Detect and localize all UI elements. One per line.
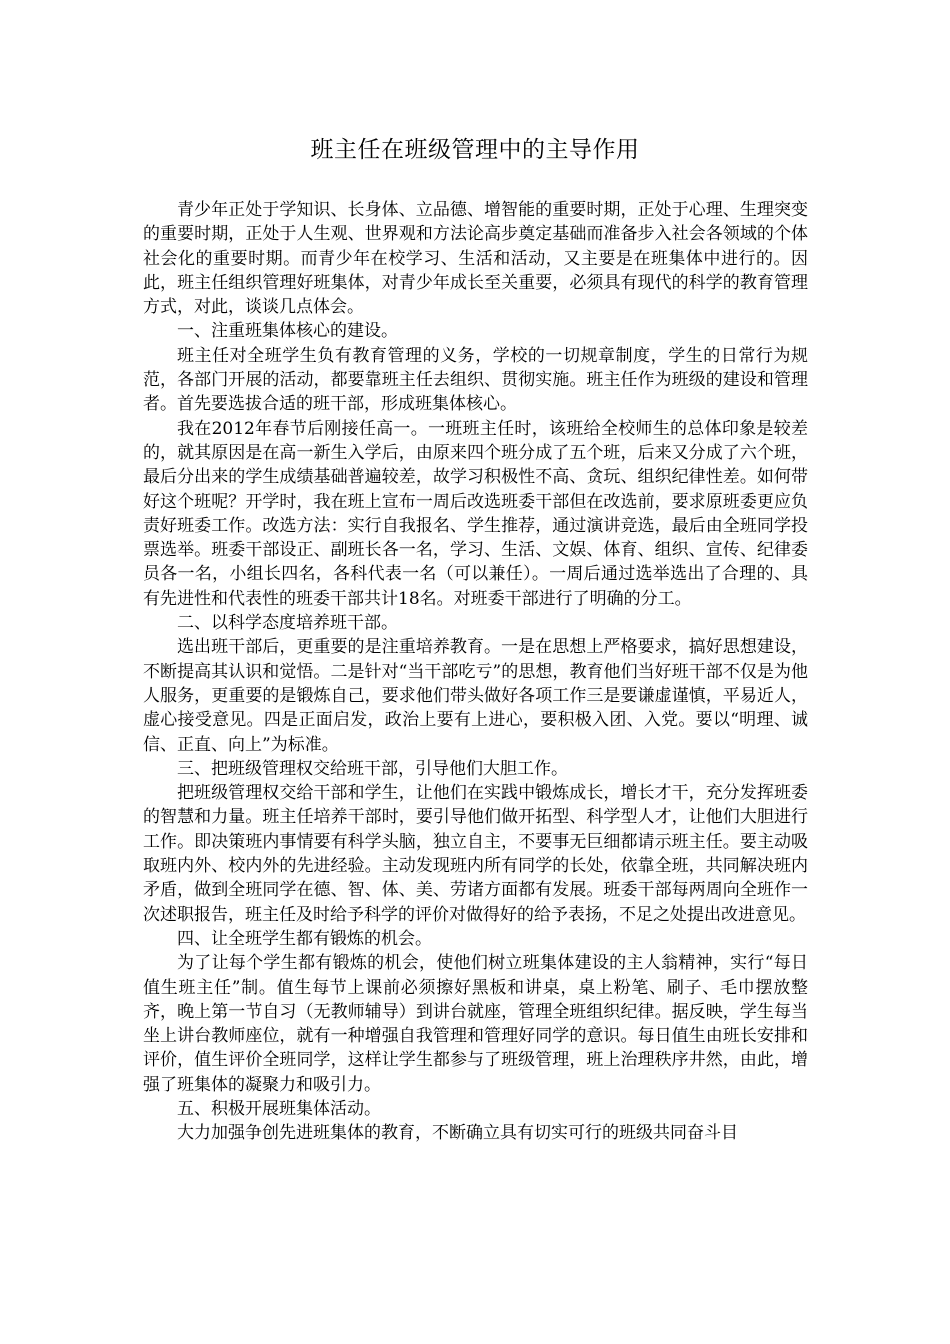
paragraph: 班主任对全班学生负有教育管理的义务，学校的一切规章制度，学生的日常行为规范，各部门开展的活动，都要靠班主任去组织、贯彻实施。班主任作为班级的建设和管理者。首先要选拔合适的班干部，形成班集体核心。 bbox=[143, 345, 808, 415]
paragraph: 我在2012年春节后刚接任高一。一班班主任时，该班给全校师生的总体印象是较差的，就其原因是在高一新生入学后，由原来四个班分成了五个班，后来又分成了六个班，最后分出来的学生成绩基础普遍较差，故学习积极性不高、贪玩、组织纪律性差。如何带好这个班呢？开学时，我在班上宣布一周后改选班委干部但在改选前，要求原班委更应负责好班委工作。改选方法：实行自我报名、学生推荐，通过演讲竞选，最后由全班同学投票选举。班委干部设正、副班长各一名，学习、生活、文娱、体育、组织、宣传、纪律委员各一名，小组长四名，各科代表一名（可以兼任）。一周后通过选举选出了合理的、具有先进性和代表性的班委干部共计18名。对班委干部进行了明确的分工。 bbox=[143, 418, 808, 609]
paragraph: 选出班干部后，更重要的是注重培养教育。一是在思想上严格要求，搞好思想建设，不断提高其认识和觉悟。二是针对“当干部吃亏”的思想，教育他们当好班干部不仅是为他人服务，更重要的是锻炼自己，要求他们带头做好各项工作三是要谦虚谨慎，平易近人，虚心接受意见。四是正面启发，政治上要有上进心，要积极入团、入党。要以“明理、诚信、正直、向上”为标准。 bbox=[143, 637, 808, 755]
paragraph: 大力加强争创先进班集体的教育，不断确立具有切实可行的班级共同奋斗目 bbox=[177, 1123, 738, 1144]
section-heading-4: 四、让全班学生都有锻炼的机会。 bbox=[177, 928, 432, 949]
section-heading-1: 一、注重班集体核心的建设。 bbox=[177, 321, 398, 342]
section-heading-5: 五、积极开展班集体活动。 bbox=[177, 1098, 381, 1119]
document-body bbox=[143, 198, 808, 1146]
paragraph: 把班级管理权交给干部和学生，让他们在实践中锻炼成长，增长才干，充分发挥班委的智慧和力量。班主任培养干部时，要引导他们做开拓型、科学型人才，让他们大胆进行工作。即决策班内事情要有科学头脑，独立自主，不要事无巨细都请示班主任。要主动吸取班内外、校内外的先进经验。主动发现班内所有同学的长处，依靠全班，共同解决班内矛盾，做到全班同学在德、智、体、美、劳诸方面都有发展。班委干部每两周向全班作一次述职报告，班主任及时给予科学的评价对做得好的给予表扬，不足之处提出改进意见。 bbox=[143, 783, 808, 925]
document-title: 班主任在班级管理中的主导作用 bbox=[310, 137, 640, 163]
paragraph: 为了让每个学生都有锻炼的机会，使他们树立班集体建设的主人翁精神，实行“每日值生班主任”制。值生每节上课前必须擦好黑板和讲桌，桌上粉笔、刷子、毛巾摆放整齐，晚上第一节自习（无教师辅导）到讲台就座，管理全班组织纪律。据反映，学生每当坐上讲台教师座位，就有一种增强自我管理和管理好同学的意识。每日值生由班长安排和评价，值生评价全班同学，这样让学生都参与了班级管理，班上治理秩序井然，由此，增强了班集体的凝聚力和吸引力。 bbox=[143, 953, 808, 1095]
section-heading-2: 二、以科学态度培养班干部。 bbox=[177, 613, 398, 634]
section-heading-3: 三、把班级管理权交给班干部，引导他们大胆工作。 bbox=[177, 758, 568, 779]
intro-paragraph: 青少年正处于学知识、长身体、立品德、增智能的重要时期，正处于心理、生理突变的重要时期，正处于人生观、世界观和方法论高步奠定基础而准备步入社会各领域的个体社会化的重要时期。而青少年在校学习、生活和活动，又主要是在班集体中进行的。因此，班主任组织管理好班集体，对青少年成长至关重要，必须具有现代的科学的教育管理方式，对此，谈谈几点体会。 bbox=[143, 200, 808, 318]
